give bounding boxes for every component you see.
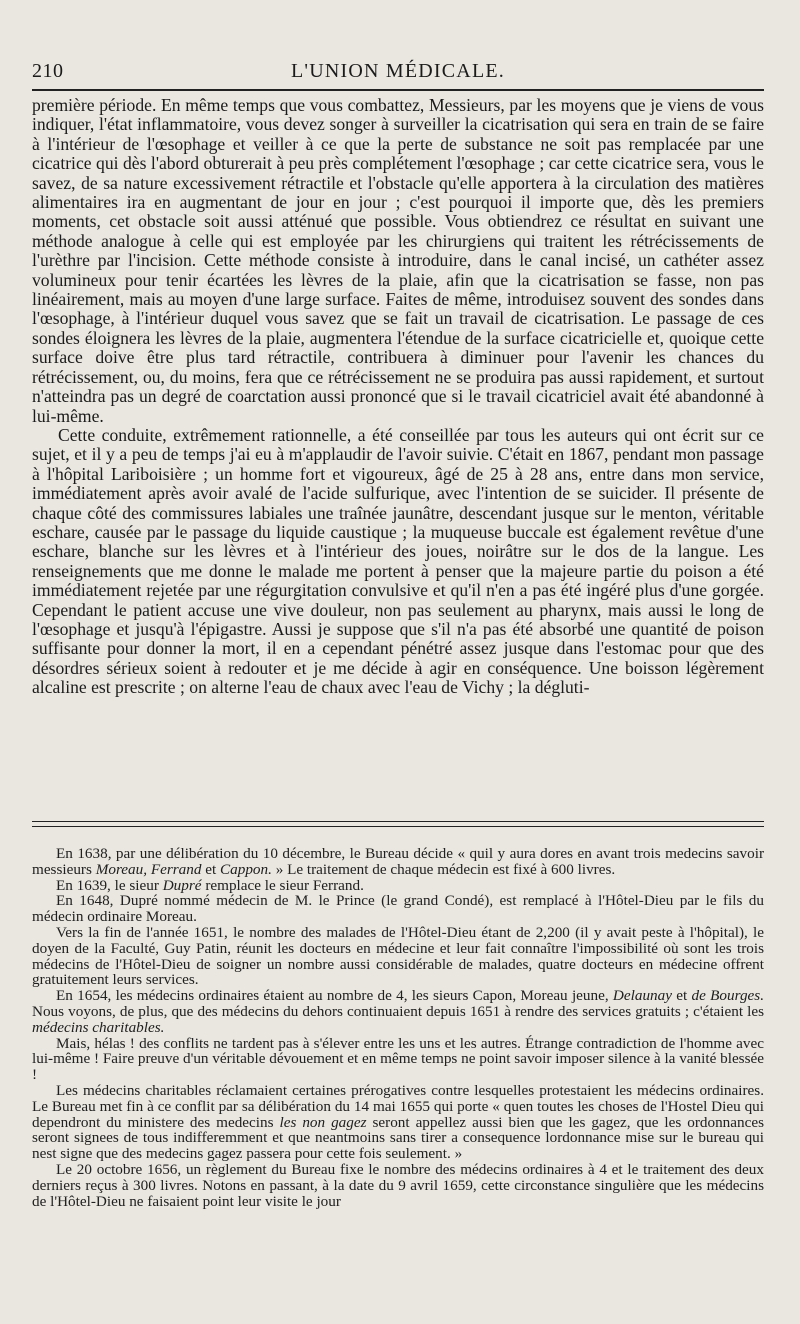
footnote-names: Delaunay [612, 987, 672, 1005]
footnote-text: En 1639, le sieur [56, 876, 163, 894]
footnote-names: de Bourges. [691, 987, 764, 1005]
footnote-paragraph [32, 1083, 764, 1162]
page-number: 210 [32, 60, 64, 82]
footnote-text: remplace le sieur Ferrand. [201, 876, 364, 894]
footnote-text: En 1654, les médecins ordinaires étaient au nombre de 4, les sieurs Capon, Moreau jeune, [56, 987, 613, 1005]
footnote-names: Moreau, Ferrand [95, 860, 202, 878]
header-rule [32, 89, 764, 91]
footnote-names: Dupré [162, 876, 202, 894]
footnote-text: Les médecins charitables réclamaient certaines prérogatives contre lesquelles protestaient les médecins ordinaires. Le Bureau met fin à ce conflit par sa délibération du 14 mai 1655 qui porte « quen toutes les choses de l'Hostel Dieu qui dependront du ministere des medecins [32, 1081, 764, 1131]
journal-title: L'UNION MÉDICALE. [291, 60, 505, 82]
footnote-paragraph [32, 846, 764, 878]
footnote-paragraph: Mais, hélas ! des conflits ne tardent pas à s'élever entre les uns et les autres. Étrange contradiction de l'homme avec lui-même ! Faire preuve d'un véritable dévouement et en même temps ne point savoir imposer silence à la vanité blessée ! [32, 1034, 764, 1084]
footnote-text: Nous voyons, de plus, que des médecins du dehors continuaient depuis 1651 à rendre des services gratuits ; c'étaient les [32, 1002, 764, 1020]
footnotes [32, 846, 764, 1209]
main-text [32, 96, 764, 698]
footnote-paragraph: Vers la fin de l'année 1651, le nombre des malades de l'Hôtel-Dieu étant de 2,200 (il y avait peste à l'hôpital), le doyen de la Faculté, Guy Patin, réunit les docteurs en médecine et leur fait connaître l'impossibilité où sont les trois médecins de l'Hôtel-Dieu de soigner un nombre aussi considérable de malades, quatre docteurs en médecine offrent gratuitement leurs services. [32, 923, 764, 989]
footnote-text: seront appellez aussi bien que les gagez, que les ordonnances seront signees de tous indifferemment et que neantmoins sans tirer a consequence lordonnance mise sur le bureau qui nest signe que des medecins gagez passera pour cette fois seulement. » [32, 1113, 765, 1163]
body-paragraph-1: première période. En même temps que vous combattez, Messieurs, par les moyens que je viens de vous indiquer, l'état inflammatoire, vous devez songer à surveiller la cicatrisation qui sera en train de se faire à l'intérieur de l'œsophage et veiller à ce que la perte de substance ne soit pas remplacée par une cicatrice qui dès l'abord obturerait à peu près complétement l'œsophage ; car cette cicatrice sera, vous le savez, de sa nature excessivement rétractile et l'obstacle qu'elle apportera à la circulation des matières alimentaires ira en augmentant de jour en jour ; c'est pourquoi il importe que, dès les premiers moments, cet obstacle soit aussi atténué que possible. Vous obtiendrez ce résultat en suivant une méthode analogue à celle qui est employée par les chirurgiens qui traitent les rétrécissements de l'urèthre par l'incision. Cette méthode consiste à introduire, dans le canal incisé, un cathéter assez volumineux pour tenir écartées les lèvres de la plaie, afin que la cicatrisation se fasse, non pas linéairement, mais au moyen d'une large surface. Faites de même, introduisez souvent des sondes dans l'œsophage, à l'intérieur duquel vous savez que se fait un travail de cicatrisation. Le passage de ces sondes éloignera les lèvres de la plaie, augmentera l'étendue de la surface cicatricielle et, quoique cette surface doive être plus tard rétractile, contribuera à diminuer pour l'avenir les chances du rétrécissement, ou, du moins, fera que ce rétrécissement ne se produira pas aussi rapidement, et surtout n'atteindra pas un degré de coarctation aussi prononcé que si le travail cicatriciel avait été abandonné à lui-même. [32, 95, 764, 426]
footnote-paragraph [32, 878, 764, 894]
footnote-paragraph [32, 988, 764, 1035]
footnote-text: En 1638, par une délibération du 10 décembre, le Bureau décide « quil y aura dores en avant trois medecins savoir messieurs [32, 845, 764, 878]
footnote-text: » Le traitement de chaque médecin est fixé à 600 livres. [271, 860, 616, 878]
footnote-names: les non gagez [279, 1113, 367, 1131]
running-header [32, 58, 764, 86]
footnote-text: et [671, 987, 692, 1005]
footnote-text: et [201, 860, 220, 878]
body-paragraph-2: Cette conduite, extrêmement rationnelle, a été conseillée par tous les auteurs qui ont écrit sur ce sujet, et il y a peu de temps j'ai eu à m'applaudir de l'avoir suivie. C'était en 1867, pendant mon passage à l'hôpital Lariboisière ; un homme fort et vigoureux, âgé de 25 à 28 ans, entre dans mon service, immédiatement après avoir avalé de l'acide sulfurique, avec l'intention de se suicider. Il présente de chaque côté des commissures labiales une traînée jaunâtre, descendant jusque sur le menton, véritable eschare, causée par le passage du liquide caustique ; la muqueuse buccale est également revêtue d'une eschare, blanche sur les lèvres et à l'intérieur des joues, noirâtre sur le dos de la langue. Les renseignements que me donne le malade me portent à penser que la majeure partie du poison a été immédiatement rejetée par une régurgitation convulsive et qu'il n'en a pas été ingéré plus d'une gorgée. Cependant le patient accuse une vive douleur, non pas seulement au pharynx, mais aussi le long de l'œsophage et jusqu'à l'épigastre. Aussi je suppose que s'il n'a pas été absorbé une quantité de poison suffisante pour donner la mort, il en a cependant pénétré assez jusque dans l'estomac pour que des désordres sérieux soient à redouter et je me décide à agir en conséquence. Une boisson légèrement alcaline est prescrite ; on alterne l'eau de chaux avec l'eau de Vichy ; la dégluti- [32, 424, 764, 698]
footnote-paragraph: En 1648, Dupré nommé médecin de M. le Prince (le grand Condé), est remplacé à l'Hôtel-Dieu par le fils du médecin ordinaire Moreau. [32, 892, 764, 926]
footnote-names: médecins charitables. [32, 1018, 165, 1036]
footnote-paragraph: Le 20 octobre 1656, un règlement du Bureau fixe le nombre des médecins ordinaires à 4 et le traitement des deux derniers reçus à 300 livres. Notons en passant, à la date du 9 avril 1659, cette circonstance singulière que les médecins de l'Hôtel-Dieu ne faisaient point leur visite le jour [32, 1160, 764, 1210]
footnote-separator [32, 821, 764, 827]
footnote-names: Cappon. [220, 860, 272, 878]
